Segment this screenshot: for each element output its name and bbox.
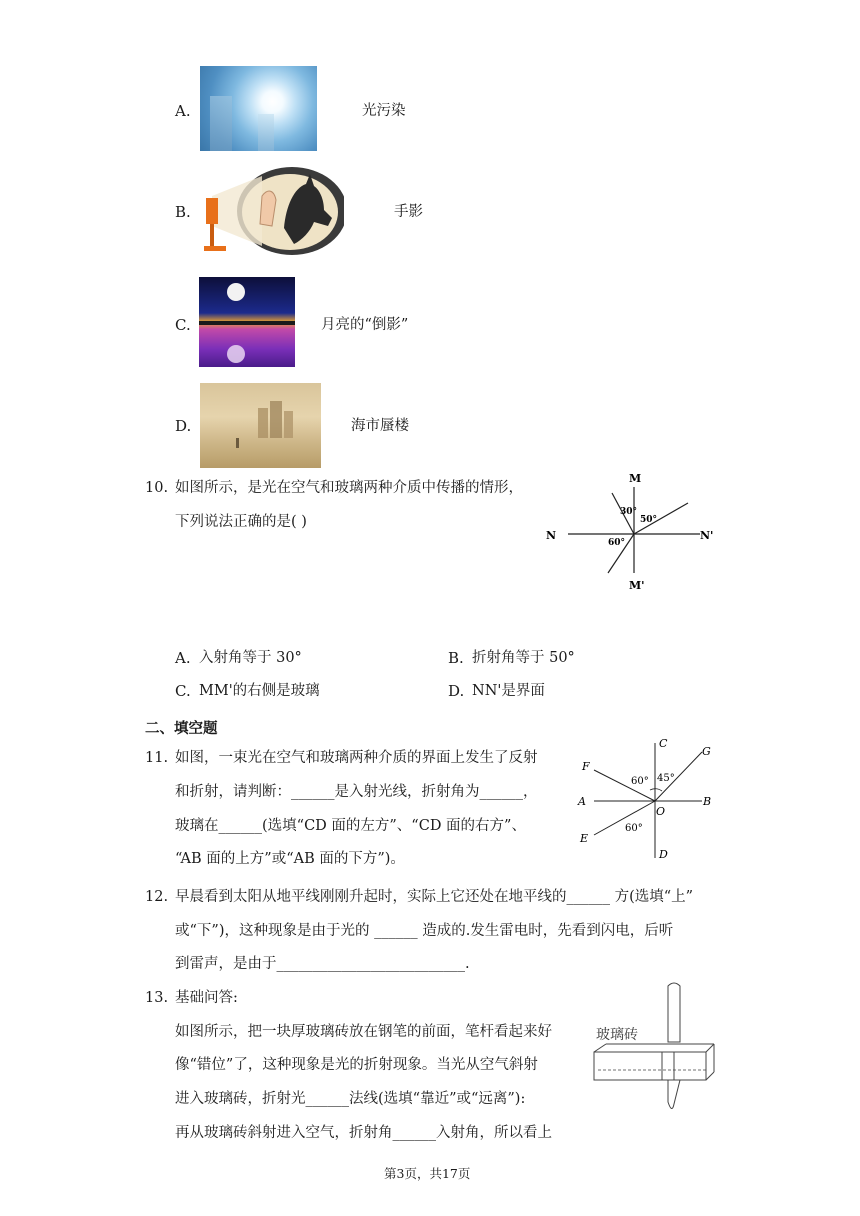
q10-option-b-text: 折射角等于 50° bbox=[472, 650, 575, 666]
label-e: E bbox=[580, 832, 589, 845]
question-12-number: 12. bbox=[145, 889, 169, 905]
q10-option-d-text: NN'是界面 bbox=[472, 683, 545, 699]
option-c-letter: C. bbox=[175, 316, 191, 334]
pen-glass-brick-diagram bbox=[588, 976, 718, 1116]
question-13-line-4: 进入玻璃砖，折射光______法线(选填“靠近”或“远离”): bbox=[175, 1091, 526, 1107]
question-10-line-2: 下列说法正确的是( ) bbox=[175, 514, 307, 530]
section-title: 二、填空题 bbox=[145, 720, 218, 737]
page-footer: 第3页，共17页 bbox=[384, 1166, 471, 1181]
question-13-number: 13. bbox=[145, 990, 169, 1006]
option-b-letter: B. bbox=[175, 203, 191, 221]
refraction-diagram-q10 bbox=[540, 465, 730, 595]
label-g: G bbox=[702, 745, 711, 758]
question-13-line-3: 像“错位”了，这种现象是光的折射现象。当光从空气斜射 bbox=[175, 1057, 538, 1073]
question-10-number: 10. bbox=[145, 480, 169, 496]
q10-option-b-letter: B. bbox=[448, 649, 464, 667]
option-a-letter: A. bbox=[175, 102, 191, 120]
question-12-line-3: 到雷声，是由于__________________________. bbox=[175, 956, 470, 972]
q10-option-d-letter: D. bbox=[448, 682, 465, 700]
label-50: 50° bbox=[640, 515, 658, 525]
question-13-line-1: 基础问答: bbox=[175, 990, 238, 1006]
mirage-image bbox=[200, 383, 321, 468]
question-12-line-2: 或“下”)，这种现象是由于光的 ______ 造成的.发生雷电时，先看到闪电，后听 bbox=[175, 923, 674, 939]
label-f: F bbox=[582, 760, 590, 773]
question-11-line-2: 和折射，请判断：______是入射光线，折射角为______， bbox=[175, 784, 538, 800]
label-c: C bbox=[659, 738, 668, 750]
option-d-letter: D. bbox=[175, 417, 192, 435]
option-b-text: 手影 bbox=[394, 204, 423, 220]
label-a: A bbox=[578, 795, 586, 808]
label-m-prime: M' bbox=[629, 579, 645, 592]
label-d: D bbox=[659, 848, 668, 861]
question-12-line-1: 早晨看到太阳从地平线刚刚升起时，实际上它还处在地平线的______ 方(选填“上” bbox=[175, 889, 694, 905]
label-o: O bbox=[656, 805, 666, 818]
label-45: 45° bbox=[657, 773, 675, 784]
option-a-text: 光污染 bbox=[362, 103, 406, 119]
label-m: M bbox=[629, 472, 642, 485]
label-60: 60° bbox=[608, 538, 626, 548]
brick-label: 玻璃砖 bbox=[596, 1027, 638, 1043]
question-13-line-2: 如图所示，把一块厚玻璃砖放在钢笔的前面，笔杆看起来好 bbox=[175, 1024, 552, 1040]
q10-option-c-text: MM'的右侧是玻璃 bbox=[199, 683, 320, 699]
option-d-text: 海市蜃楼 bbox=[351, 418, 409, 434]
option-c-text: 月亮的“倒影” bbox=[321, 317, 409, 333]
question-11-line-1: 如图，一束光在空气和玻璃两种介质的界面上发生了反射 bbox=[175, 750, 538, 766]
label-60-bottom: 60° bbox=[625, 823, 643, 834]
question-11-number: 11. bbox=[145, 750, 169, 766]
label-60-top: 60° bbox=[631, 776, 649, 787]
light-pollution-image bbox=[200, 66, 317, 151]
label-b: B bbox=[703, 795, 712, 808]
refraction-diagram-q11 bbox=[572, 738, 722, 863]
label-30: 30° bbox=[620, 507, 638, 517]
question-10-line-1: 如图所示，是光在空气和玻璃两种介质中传播的情形， bbox=[175, 480, 523, 496]
question-13-line-5: 再从玻璃砖斜射进入空气，折射角______入射角，所以看上 bbox=[175, 1125, 552, 1141]
q10-option-a-letter: A. bbox=[175, 649, 191, 667]
question-11-line-3: 玻璃在______(选填“CD 面的左方”、“CD 面的右方”、 bbox=[175, 818, 526, 834]
question-11-line-4: “AB 面的上方”或“AB 面的下方”)。 bbox=[175, 851, 405, 867]
label-n-prime: N' bbox=[700, 529, 714, 542]
moon-reflection-image bbox=[199, 277, 295, 367]
label-n: N bbox=[546, 529, 557, 542]
hand-shadow-image bbox=[202, 166, 344, 257]
q10-option-c-letter: C. bbox=[175, 682, 191, 700]
q10-option-a-text: 入射角等于 30° bbox=[199, 650, 302, 666]
